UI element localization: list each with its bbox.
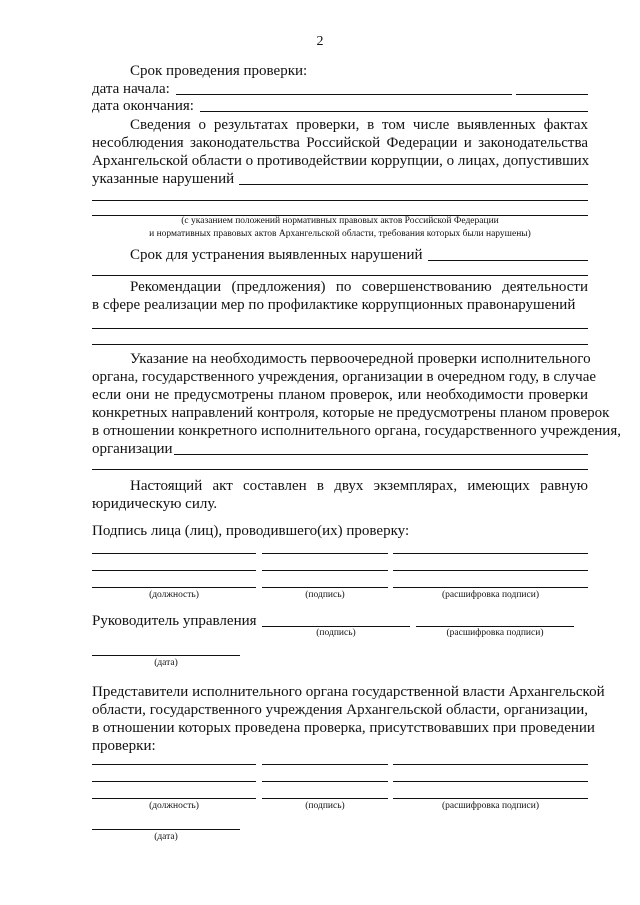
rep-signature-caption: (подпись) bbox=[305, 801, 345, 811]
representatives-line-3: в отношении которых проведена проверка, присутствовавших при проведении bbox=[92, 720, 595, 736]
inspector-signature-caption: (подпись) bbox=[305, 590, 345, 600]
rep-signature-line-2 bbox=[262, 781, 388, 782]
inspector-position-caption: (должность) bbox=[149, 590, 199, 600]
start-date-line bbox=[176, 94, 512, 95]
fix-deadline-blank bbox=[92, 275, 588, 276]
inspector-position-line-3 bbox=[92, 587, 256, 588]
recommendations-line-1: Рекомендации (предложения) по совершенствованию деятельности bbox=[130, 279, 588, 295]
check-period-title: Срок проведения проверки: bbox=[130, 63, 308, 79]
results-note-2: и нормативных правовых актов Архангельской области, требования которых были нарушены) bbox=[149, 229, 531, 239]
priority-blank bbox=[92, 469, 588, 470]
rep-position-line-3 bbox=[92, 798, 256, 799]
start-date-label: дата начала: bbox=[92, 81, 170, 97]
priority-line-6: организации bbox=[92, 441, 173, 457]
end-date-line bbox=[200, 111, 588, 112]
head-date-caption: (дата) bbox=[154, 658, 178, 668]
results-note-1: (с указанием положений нормативных правовых актов Российской Федерации bbox=[181, 216, 499, 226]
inspector-transcript-caption: (расшифровка подписи) bbox=[442, 590, 539, 600]
recommendations-blank-2 bbox=[92, 344, 588, 345]
rep-transcript-line-3 bbox=[393, 798, 588, 799]
rep-transcript-line-1 bbox=[393, 764, 588, 765]
representatives-line-1: Представители исполнительного органа государственной власти Архангельской bbox=[92, 684, 605, 700]
page-number: 2 bbox=[316, 34, 324, 49]
rep-position-line-1 bbox=[92, 764, 256, 765]
rep-date-line bbox=[92, 829, 240, 830]
rep-position-caption: (должность) bbox=[149, 801, 199, 811]
priority-line-2: органа, государственного учреждения, организации в очередном году, в случае bbox=[92, 369, 597, 385]
head-transcript-line bbox=[416, 626, 574, 627]
recommendations-blank-1 bbox=[92, 328, 588, 329]
inspector-signature-line-2 bbox=[262, 570, 388, 571]
rep-position-line-2 bbox=[92, 781, 256, 782]
priority-line-3: если они не предусмотрены планом проверок, или необходимости проверки bbox=[92, 387, 588, 403]
inspector-transcript-line-2 bbox=[393, 570, 588, 571]
results-line-1: Сведения о результатах проверки, в том числе выявленных фактах bbox=[130, 117, 588, 133]
priority-line-1: Указание на необходимость первоочередной проверки исполнительного bbox=[130, 351, 591, 367]
head-signature-caption: (подпись) bbox=[316, 628, 356, 638]
inspector-position-line-2 bbox=[92, 570, 256, 571]
fix-deadline-line bbox=[428, 260, 588, 261]
rep-signature-line-3 bbox=[262, 798, 388, 799]
priority-line bbox=[174, 454, 588, 455]
copies-line-1: Настоящий акт составлен в двух экземплярах, имеющих равную bbox=[130, 478, 588, 494]
fix-deadline-label: Срок для устранения выявленных нарушений bbox=[130, 247, 423, 263]
inspector-transcript-line-1 bbox=[393, 553, 588, 554]
inspectors-label: Подпись лица (лиц), проводившего(их) проверку: bbox=[92, 523, 410, 539]
copies-line-2: юридическую силу. bbox=[92, 496, 218, 512]
rep-transcript-line-2 bbox=[393, 781, 588, 782]
rep-signature-line-1 bbox=[262, 764, 388, 765]
rep-date-caption: (дата) bbox=[154, 832, 178, 842]
priority-line-5: в отношении конкретного исполнительного органа, государственного учреждения, bbox=[92, 423, 621, 439]
recommendations-line-2: в сфере реализации мер по профилактике коррупционных правонарушений bbox=[92, 297, 576, 313]
representatives-line-4: проверки: bbox=[92, 738, 156, 754]
representatives-line-2: области, государственного учреждения Архангельской области, организации, bbox=[92, 702, 588, 718]
results-line-3: Архангельской области о противодействии коррупции, о лицах, допустивших bbox=[92, 153, 590, 169]
inspector-signature-line-1 bbox=[262, 553, 388, 554]
head-date-line bbox=[92, 655, 240, 656]
rep-transcript-caption: (расшифровка подписи) bbox=[442, 801, 539, 811]
head-label: Руководитель управления bbox=[92, 613, 257, 629]
results-blank-1 bbox=[92, 200, 588, 201]
inspector-signature-line-3 bbox=[262, 587, 388, 588]
results-line-4: указанные нарушений bbox=[92, 171, 235, 187]
start-date-line-2 bbox=[516, 94, 588, 95]
inspector-position-line-1 bbox=[92, 553, 256, 554]
results-line bbox=[239, 184, 588, 185]
inspector-transcript-line-3 bbox=[393, 587, 588, 588]
head-signature-line bbox=[262, 626, 410, 627]
head-transcript-caption: (расшифровка подписи) bbox=[446, 628, 544, 638]
priority-line-4: конкретных направлений контроля, которые не предусмотрены планом проверок bbox=[92, 405, 610, 421]
end-date-label: дата окончания: bbox=[92, 98, 194, 114]
results-line-2: несоблюдения законодательства Российской Федерации и законодательства bbox=[92, 135, 588, 151]
